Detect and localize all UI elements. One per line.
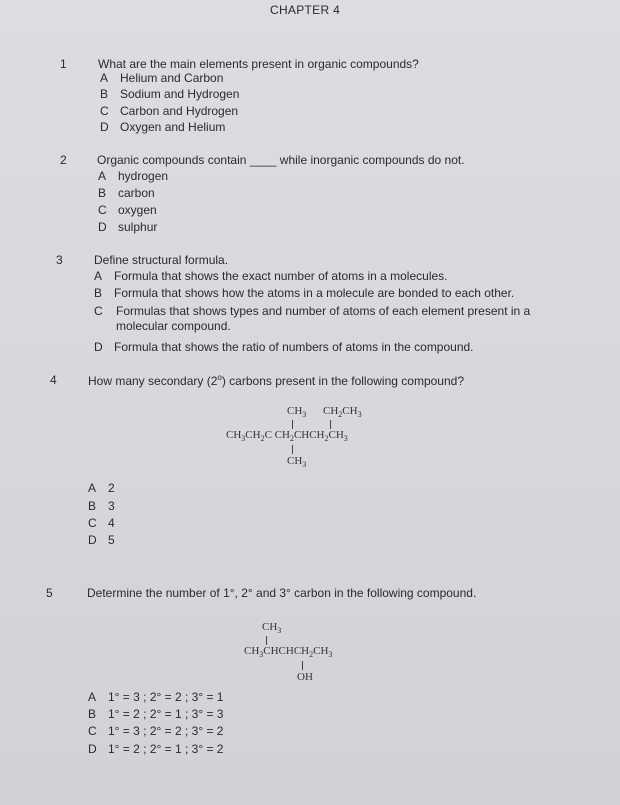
- option-d[interactable]: D Oxygen and Helium: [100, 120, 226, 134]
- option-a[interactable]: A Helium and Carbon: [100, 71, 224, 85]
- option-c[interactable]: C Formulas that shows types and number of atoms of each element present in a molecular compound.: [94, 304, 531, 333]
- option-b[interactable]: B 1° = 2 ; 2° = 1 ; 3° = 3: [88, 707, 224, 721]
- question-text: What are the main elements present in organic compounds?: [98, 57, 419, 71]
- question-text: Determine the number of 1°, 2° and 3° carbon in the following compound.: [87, 586, 477, 600]
- option-a[interactable]: A Formula that shows the exact number of atoms in a molecules.: [94, 269, 448, 283]
- structural-formula-q5: $CH_3$ $CH_3CHCHCH_2CH_3$ OH: [244, 621, 333, 683]
- option-c[interactable]: C oxygen: [98, 203, 157, 217]
- option-c[interactable]: C Carbon and Hydrogen: [100, 104, 239, 118]
- option-d[interactable]: D sulphur: [98, 220, 158, 234]
- option-d[interactable]: D Formula that shows the ratio of numbers of atoms in the compound.: [94, 340, 474, 354]
- chapter-title: CHAPTER 4: [270, 3, 341, 17]
- question-number: 4: [50, 373, 57, 387]
- question-text: Organic compounds contain ____ while inorganic compounds do not.: [97, 153, 465, 167]
- question-number: 2: [60, 153, 67, 167]
- option-b[interactable]: B carbon: [98, 186, 155, 200]
- option-a[interactable]: A 2: [88, 481, 115, 495]
- option-d[interactable]: D 5: [88, 533, 115, 547]
- option-d[interactable]: D 1° = 2 ; 2° = 1 ; 3° = 2: [88, 742, 224, 756]
- option-b[interactable]: B Formula that shows how the atoms in a molecule are bonded to each other.: [94, 286, 515, 300]
- option-c[interactable]: C 4: [88, 516, 115, 530]
- option-b[interactable]: B Sodium and Hydrogen: [100, 87, 240, 101]
- question-text: How many secondary (2$^o$) carbons present in the following compound?: [88, 373, 464, 388]
- option-b[interactable]: B 3: [88, 499, 115, 513]
- option-c[interactable]: C 1° = 3 ; 2° = 2 ; 3° = 2: [88, 724, 224, 738]
- question-text: Define structural formula.: [94, 253, 229, 267]
- option-a[interactable]: A 1° = 3 ; 2° = 2 ; 3° = 1: [88, 690, 224, 704]
- question-number: 1: [60, 57, 67, 71]
- structural-formula-q4: $CH_3$ $CH_2CH_3$ $CH_3CH_2C$ $CH_2CHCH_2CH_3$ $CH_3$: [226, 405, 362, 470]
- option-a[interactable]: A hydrogen: [98, 169, 169, 183]
- question-number: 3: [56, 253, 63, 267]
- question-number: 5: [46, 586, 53, 600]
